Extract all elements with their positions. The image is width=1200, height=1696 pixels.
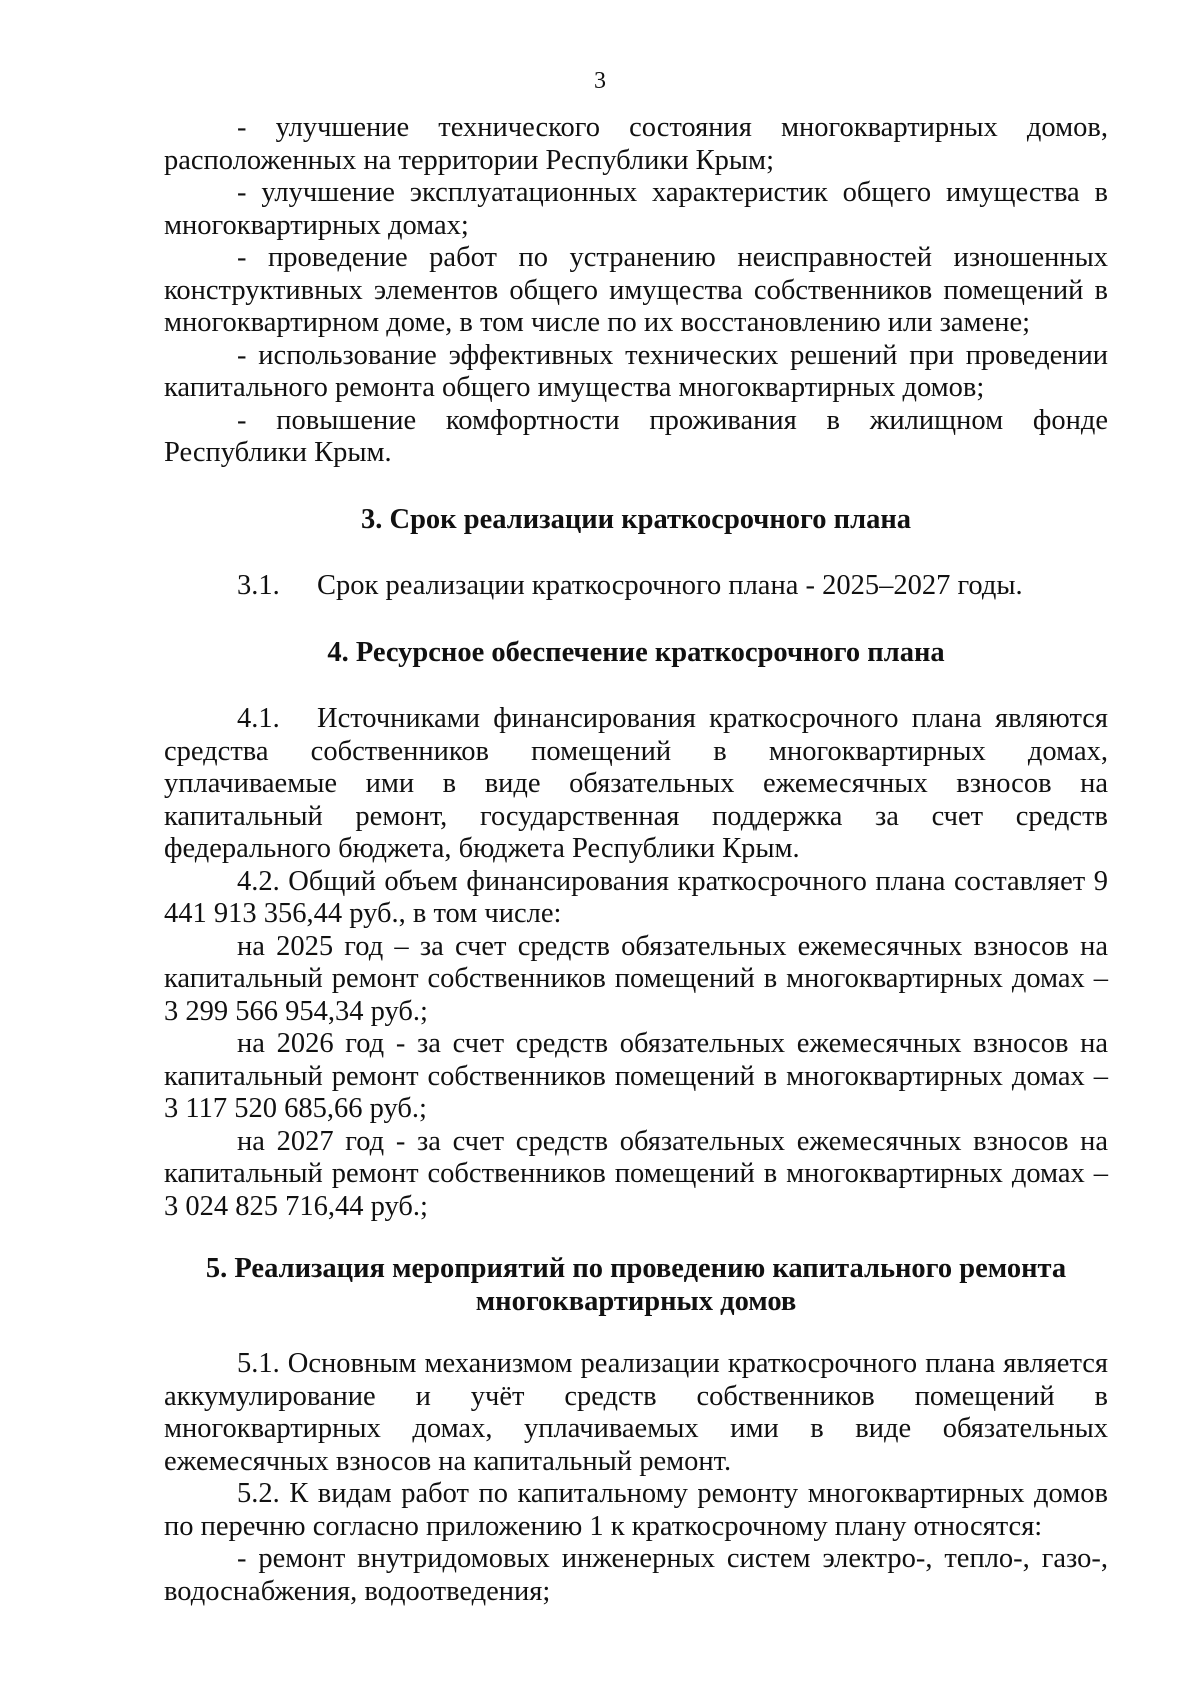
- paragraph-3-1: [164, 570, 1108, 603]
- section-5-heading-line-2: многоквартирных домов: [475, 1285, 797, 1317]
- goal-item: - проведение работ по устранению неисправностей изношенных конструктивных элементов общего имущества собственников помещений в многоквартирном доме, в том числе по их восстановлению или замене;: [164, 242, 1108, 338]
- page-number: 3: [594, 68, 606, 94]
- funding-2026: на 2026 год - за счет средств обязательных ежемесячных взносов на капитальный ремонт собственников помещений в многоквартирных домах – 3 117 520 685,66 руб.;: [164, 1028, 1108, 1124]
- section-4-heading: 4. Ресурсное обеспечение краткосрочного плана: [327, 636, 945, 668]
- section-3-heading: 3. Срок реализации краткосрочного плана: [360, 503, 911, 535]
- paragraph-text: Срок реализации краткосрочного плана - 2025–2027 годы.: [317, 570, 1023, 601]
- paragraph-4-2: 4.2. Общий объем финансирования краткосрочного плана составляет 9 441 913 356,44 руб., в том числе:: [164, 865, 1108, 929]
- paragraph-5-1: 5.1. Основным механизмом реализации краткосрочного плана является аккумулирование и учёт средств собственников помещений в многоквартирных домах, уплачиваемых ими в виде обязательных ежемесячных взносов на капитальный ремонт.: [164, 1348, 1108, 1477]
- document-body: [164, 112, 1108, 1608]
- goal-item: - улучшение технического состояния многоквартирных домов, расположенных на территории Республики Крым;: [164, 112, 1108, 176]
- paragraph-5-2: 5.2. К видам работ по капитальному ремонту многоквартирных домов по перечню согласно приложению 1 к краткосрочному плану относятся:: [164, 1478, 1108, 1542]
- paragraph-text: Источниками финансирования краткосрочного плана являются средства собственников помещений в многоквартирных домах, уплачиваемые ими в виде обязательных ежемесячных взносов на капитальный ремонт, государственная поддержка за счет средств федерального бюджета, бюджета Республики Крым.: [164, 703, 1108, 864]
- section-5-heading-line-1: 5. Реализация мероприятий по проведению капитального ремонта: [205, 1253, 1067, 1284]
- goal-item: - повышение комфортности проживания в жилищном фонде Республики Крым.: [164, 404, 1108, 468]
- paragraph-number: 4.1.: [237, 703, 280, 734]
- paragraph-number: 3.1.: [237, 570, 280, 601]
- paragraph-4-1: [164, 703, 1108, 866]
- funding-2027: на 2027 год - за счет средств обязательных ежемесячных взносов на капитальный ремонт собственников помещений в многоквартирных домах – 3 024 825 716,44 руб.;: [164, 1125, 1108, 1222]
- work-type-item: - ремонт внутридомовых инженерных систем электро-, тепло-, газо-, водоснабжения, водоотведения;: [164, 1543, 1108, 1607]
- goal-item: - улучшение эксплуатационных характеристик общего имущества в многоквартирных домах;: [164, 177, 1108, 241]
- goal-item: - использование эффективных технических решений при проведении капитального ремонта общего имущества многоквартирных домов;: [164, 339, 1108, 403]
- funding-2025: на 2025 год – за счет средств обязательных ежемесячных взносов на капитальный ремонт собственников помещений в многоквартирных домах – 3 299 566 954,34 руб.;: [164, 930, 1108, 1027]
